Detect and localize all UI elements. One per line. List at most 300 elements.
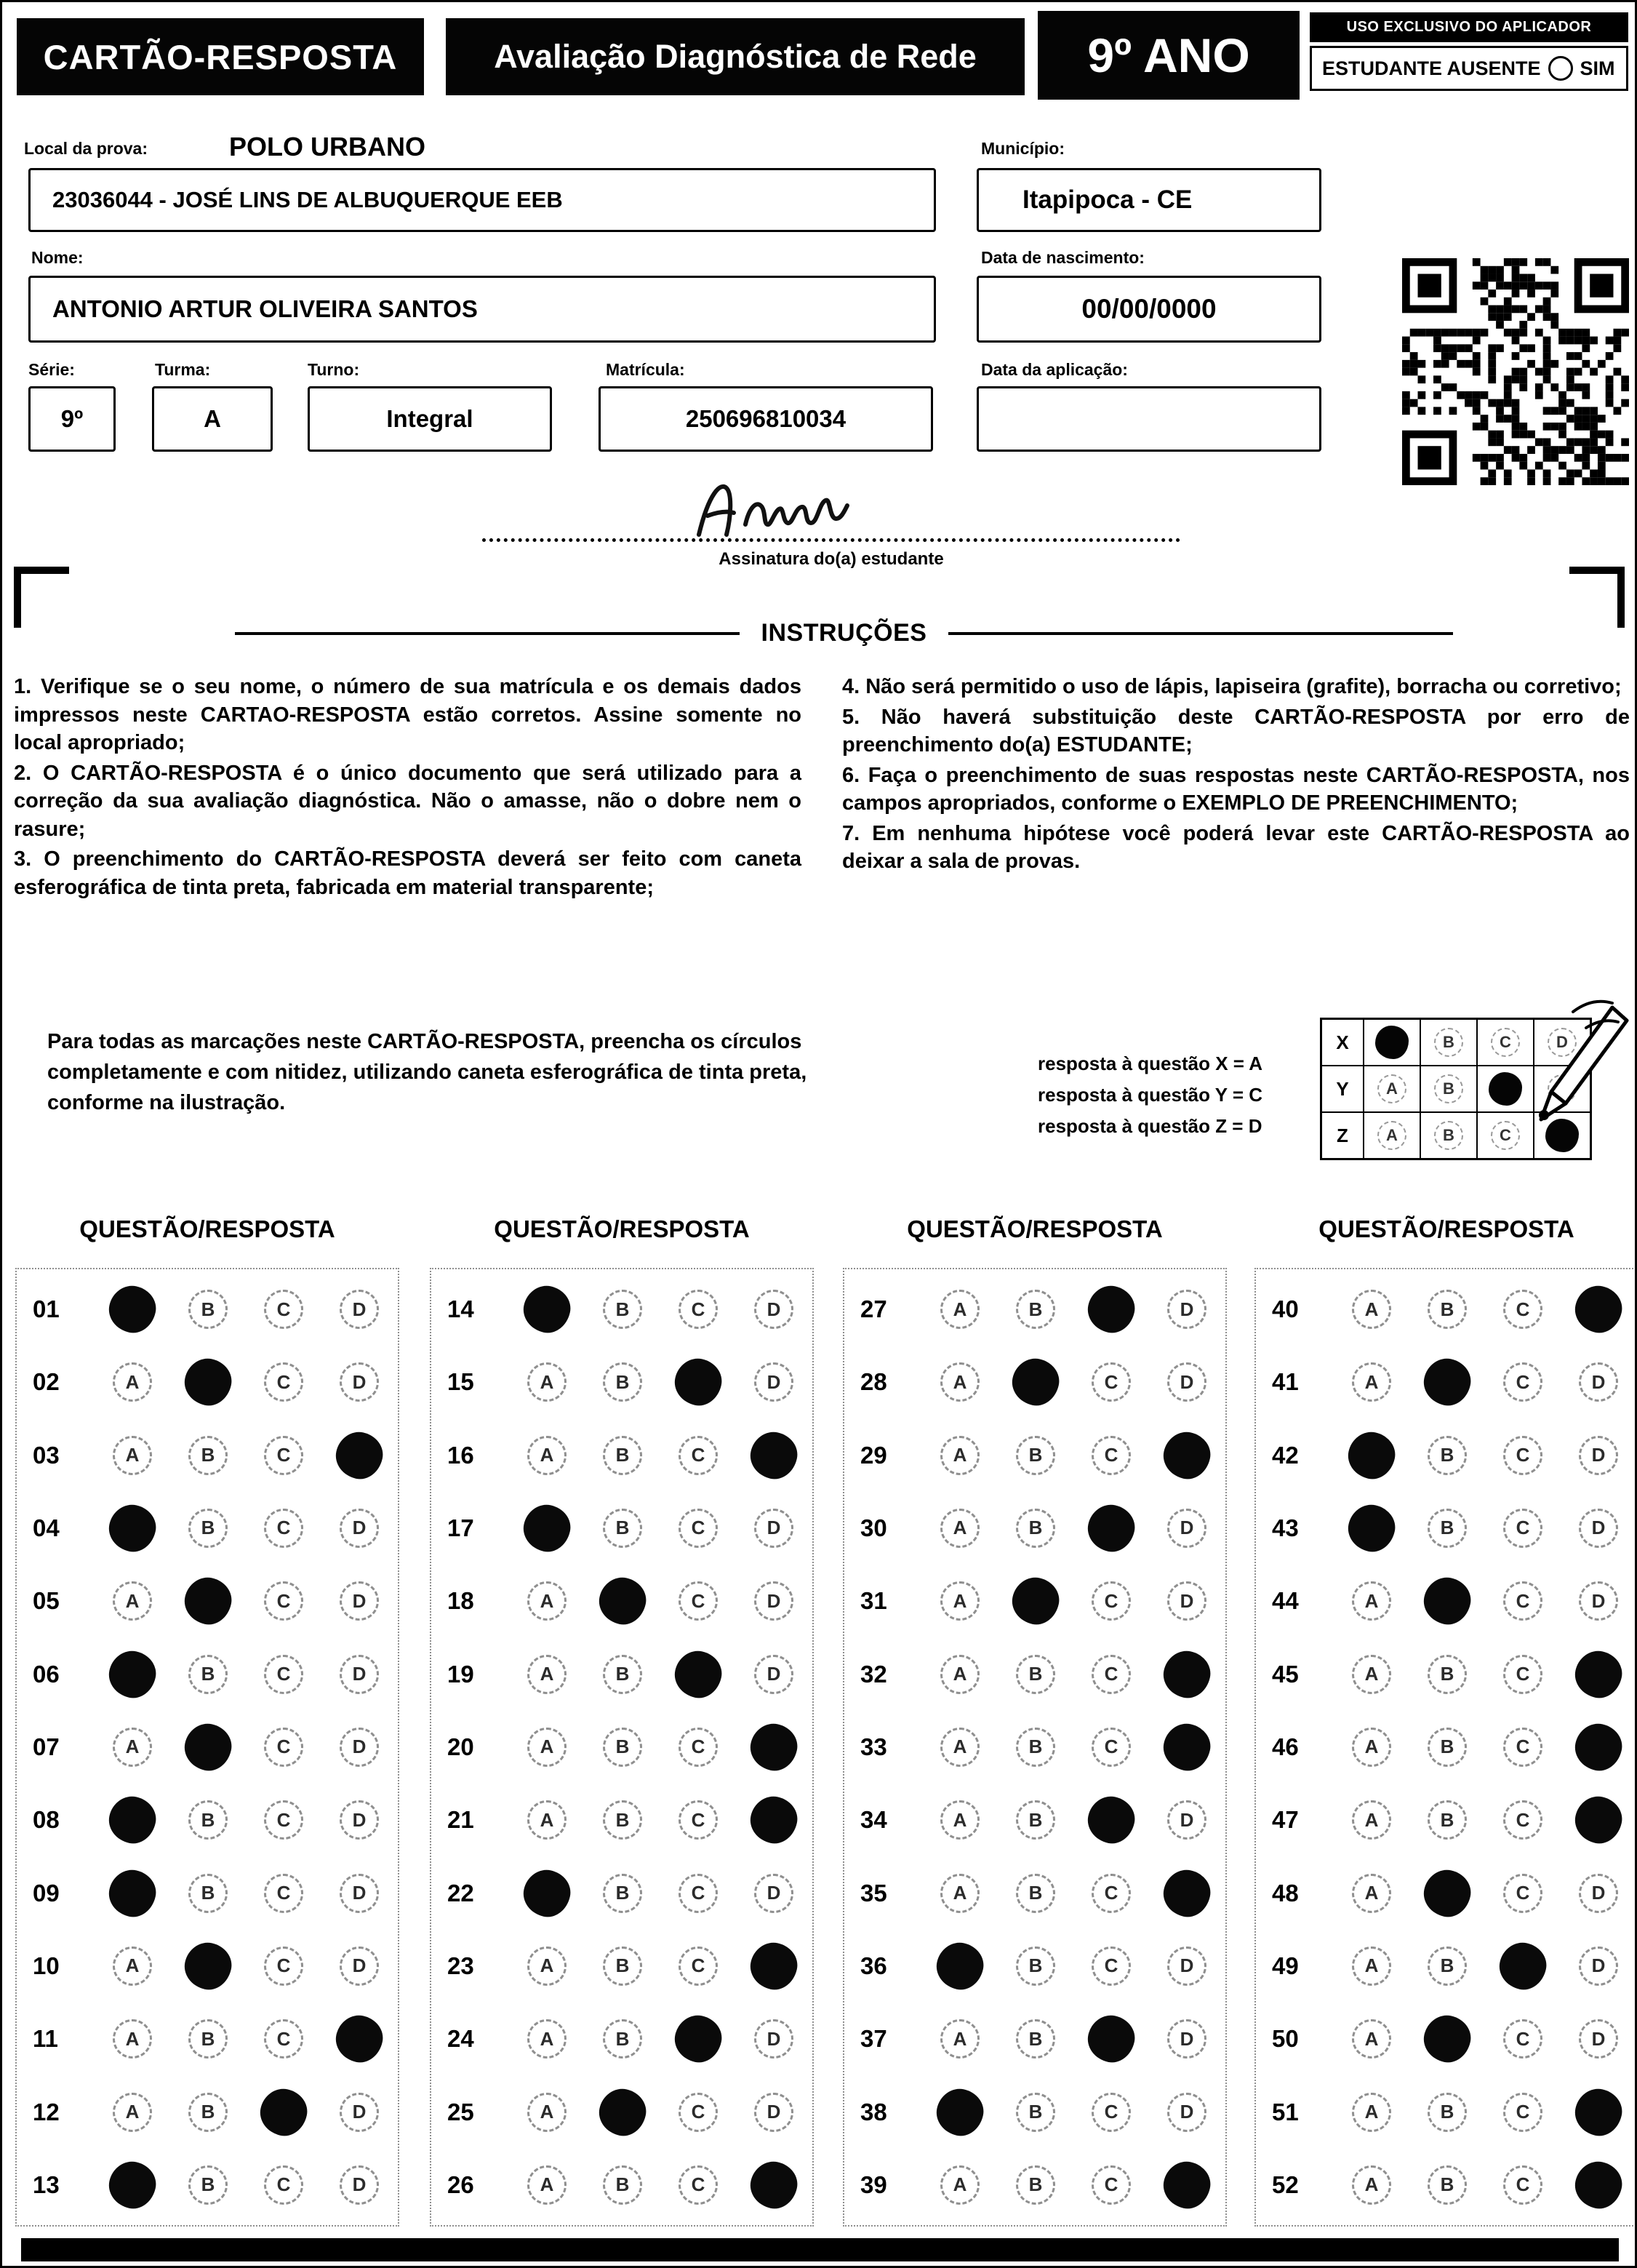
option-slot bbox=[1087, 1577, 1135, 1625]
answer-bubble-c-marked[interactable] bbox=[671, 1354, 726, 1410]
answer-bubble-c-marked[interactable] bbox=[1084, 1282, 1139, 1337]
answer-column-2 bbox=[430, 1215, 814, 2227]
option-slot bbox=[1348, 1432, 1396, 1480]
answer-bubble-a[interactable]: A bbox=[1352, 1874, 1391, 1913]
answer-bubble-b[interactable]: B bbox=[603, 1800, 642, 1840]
answer-bubble-d[interactable]: D bbox=[1579, 1581, 1618, 1621]
option-slot bbox=[1423, 2161, 1471, 2209]
answer-bubble-c[interactable]: C bbox=[1503, 1800, 1542, 1840]
answer-bubble-d[interactable]: D bbox=[1579, 2019, 1618, 2059]
answer-bubble-c[interactable]: C bbox=[1092, 2093, 1131, 2132]
answer-bubble-d-marked[interactable] bbox=[746, 1792, 801, 1848]
question-row-36 bbox=[856, 1942, 1214, 1990]
absent-option-label: SIM bbox=[1580, 57, 1615, 79]
option-slot bbox=[523, 1650, 571, 1698]
answer-bubble-d[interactable]: D bbox=[1579, 1509, 1618, 1548]
option-slot bbox=[674, 1942, 722, 1990]
answer-bubble-a[interactable]: A bbox=[940, 1290, 980, 1329]
question-number: 47 bbox=[1272, 1806, 1299, 1834]
answer-bubble-d[interactable]: D bbox=[1167, 1946, 1206, 1986]
question-number: 12 bbox=[33, 2098, 60, 2125]
question-row-49 bbox=[1268, 1942, 1625, 1990]
answer-bubble-d[interactable]: D bbox=[1167, 2019, 1206, 2059]
answer-bubble-b[interactable]: B bbox=[1016, 2165, 1055, 2205]
question-row-01 bbox=[28, 1285, 386, 1333]
answer-bubble-a-marked[interactable] bbox=[932, 1938, 988, 1994]
answer-bubble-a-marked[interactable] bbox=[105, 1282, 160, 1337]
answer-bubble-d[interactable]: D bbox=[754, 1290, 793, 1329]
answer-bubble-a[interactable]: A bbox=[940, 2165, 980, 2205]
corner-mark-left bbox=[14, 567, 69, 628]
answer-bubble-d[interactable]: D bbox=[1167, 1800, 1206, 1840]
answer-bubble-a[interactable]: A bbox=[940, 1509, 980, 1548]
answer-bubble-b[interactable]: B bbox=[188, 1290, 228, 1329]
option-slot bbox=[260, 2161, 308, 2209]
answer-bubble-d[interactable]: D bbox=[340, 1728, 379, 1767]
answer-bubble-b[interactable]: B bbox=[1016, 1290, 1055, 1329]
answer-bubble-b[interactable]: B bbox=[1428, 1290, 1467, 1329]
aplicador-panel bbox=[1310, 12, 1628, 91]
option-slot bbox=[1163, 1285, 1211, 1333]
option-slot bbox=[1012, 2015, 1060, 2063]
answer-bubble-c[interactable]: C bbox=[264, 2019, 303, 2059]
answer-bubble-d[interactable]: D bbox=[754, 1362, 793, 1402]
answer-bubble-c[interactable]: C bbox=[1503, 1874, 1542, 1913]
answer-bubble-c[interactable]: C bbox=[1503, 1436, 1542, 1475]
answer-bubble-b[interactable]: B bbox=[1016, 1728, 1055, 1767]
answer-bubble-a[interactable]: A bbox=[527, 2093, 567, 2132]
example-legend-line: resposta à questão X = A bbox=[1038, 1053, 1262, 1074]
answer-bubble-c-marked[interactable] bbox=[256, 2085, 311, 2140]
answer-bubble-c[interactable]: C bbox=[679, 1581, 718, 1621]
answer-bubble-a[interactable]: A bbox=[940, 1655, 980, 1694]
answer-bubble-a[interactable]: A bbox=[1352, 1290, 1391, 1329]
answer-bubble-c[interactable]: C bbox=[1503, 1581, 1542, 1621]
option-slot bbox=[674, 1650, 722, 1698]
question-number: 52 bbox=[1272, 2171, 1299, 2198]
option-slot bbox=[1423, 1723, 1471, 1771]
answer-bubble-a[interactable]: A bbox=[113, 1362, 152, 1402]
option-slot bbox=[1423, 2015, 1471, 2063]
answer-bubble-c[interactable]: C bbox=[1503, 2165, 1542, 2205]
answer-bubble-d[interactable]: D bbox=[1167, 1362, 1206, 1402]
answer-bubble-c[interactable]: C bbox=[679, 1800, 718, 1840]
instruction-item: 4. Não será permitido o uso de lápis, lapiseira (grafite), borracha ou corretivo; bbox=[842, 675, 1622, 698]
answer-bubble-c[interactable]: C bbox=[1092, 1946, 1131, 1986]
answer-bubble-d[interactable]: D bbox=[754, 1581, 793, 1621]
answer-bubble-a[interactable]: A bbox=[113, 2093, 152, 2132]
answer-bubble-a[interactable]: A bbox=[527, 2019, 567, 2059]
answer-bubble-d-marked[interactable] bbox=[1571, 1282, 1626, 1337]
answer-bubble-a[interactable]: A bbox=[1352, 1800, 1391, 1840]
answer-bubble-d-marked[interactable] bbox=[1159, 1866, 1214, 1921]
answer-bubble-d-marked[interactable] bbox=[746, 1720, 801, 1775]
answer-bubble-d-marked[interactable] bbox=[746, 2157, 801, 2213]
answer-bubble-a[interactable]: A bbox=[113, 1728, 152, 1767]
question-row-47 bbox=[1268, 1796, 1625, 1844]
answer-bubble-b[interactable]: B bbox=[1016, 1509, 1055, 1548]
option-slot bbox=[936, 1504, 984, 1552]
answer-bubble-a[interactable]: A bbox=[113, 1946, 152, 1986]
option-slot bbox=[1574, 1942, 1622, 1990]
answer-bubble-c-marked[interactable] bbox=[671, 2011, 726, 2067]
question-number: 07 bbox=[33, 1733, 60, 1760]
example-option-letter: D bbox=[1548, 1028, 1577, 1057]
answer-bubble-a[interactable]: A bbox=[527, 1946, 567, 1986]
answer-bubble-d[interactable]: D bbox=[1579, 1874, 1618, 1913]
answer-bubble-a[interactable]: A bbox=[940, 1728, 980, 1767]
answer-bubble-c[interactable]: C bbox=[1092, 1581, 1131, 1621]
answer-bubble-d[interactable]: D bbox=[340, 1655, 379, 1694]
option-slot bbox=[1087, 1285, 1135, 1333]
answer-bubble-c[interactable]: C bbox=[264, 1362, 303, 1402]
answer-bubble-a[interactable]: A bbox=[527, 1728, 567, 1767]
question-number: 43 bbox=[1272, 1514, 1299, 1541]
option-slot bbox=[750, 2161, 798, 2209]
answer-bubble-b[interactable]: B bbox=[188, 2165, 228, 2205]
answer-bubble-d-marked[interactable] bbox=[1159, 2157, 1214, 2213]
answer-bubble-b[interactable]: B bbox=[188, 1509, 228, 1548]
absent-label: ESTUDANTE AUSENTE bbox=[1322, 57, 1541, 79]
answer-bubble-a[interactable]: A bbox=[1352, 1946, 1391, 1986]
question-row-17 bbox=[443, 1504, 801, 1552]
option-slot bbox=[1012, 1577, 1060, 1625]
option-slot bbox=[1499, 1796, 1547, 1844]
answer-bubble-b[interactable]: B bbox=[603, 1655, 642, 1694]
answer-bubble-d-marked[interactable] bbox=[746, 1428, 801, 1483]
example-row-label: Z bbox=[1322, 1113, 1363, 1158]
option-slot bbox=[523, 1577, 571, 1625]
answer-bubble-d-marked[interactable] bbox=[332, 1428, 387, 1483]
answer-bubble-c[interactable]: C bbox=[1503, 2093, 1542, 2132]
option-slot bbox=[523, 2015, 571, 2063]
option-slot bbox=[1087, 2088, 1135, 2136]
answer-bubble-d-marked[interactable] bbox=[1571, 2157, 1626, 2213]
answer-bubble-d[interactable]: D bbox=[1167, 1290, 1206, 1329]
option-slot bbox=[108, 1577, 156, 1625]
answer-bubble-b[interactable]: B bbox=[1428, 1655, 1467, 1694]
answer-bubble-a-marked[interactable] bbox=[105, 1866, 160, 1921]
answer-bubble-c[interactable]: C bbox=[264, 2165, 303, 2205]
question-number: 23 bbox=[447, 1952, 474, 1979]
answer-bubble-a[interactable]: A bbox=[527, 1362, 567, 1402]
answer-bubble-d[interactable]: D bbox=[340, 1290, 379, 1329]
answer-bubble-b-marked[interactable] bbox=[180, 1573, 236, 1629]
answer-bubble-c-marked[interactable] bbox=[1084, 1501, 1139, 1556]
option-slot bbox=[750, 1650, 798, 1698]
option-slot bbox=[260, 1650, 308, 1698]
answer-bubble-c[interactable]: C bbox=[1092, 1655, 1131, 1694]
option-slot bbox=[1423, 1577, 1471, 1625]
option-slot bbox=[1423, 2088, 1471, 2136]
option-slot bbox=[108, 2015, 156, 2063]
answer-bubble-c-marked[interactable] bbox=[1084, 1792, 1139, 1848]
answer-bubble-d-marked[interactable] bbox=[1571, 2085, 1626, 2140]
answer-bubble-a[interactable]: A bbox=[1352, 2093, 1391, 2132]
answer-bubble-b-marked[interactable] bbox=[1420, 1354, 1475, 1410]
option-slot bbox=[1348, 1285, 1396, 1333]
answer-bubble-a[interactable]: A bbox=[527, 1800, 567, 1840]
absent-bubble[interactable] bbox=[1548, 56, 1573, 81]
answer-bubble-c[interactable]: C bbox=[1092, 1436, 1131, 1475]
answer-bubble-c[interactable]: C bbox=[1503, 1655, 1542, 1694]
answer-bubble-b[interactable]: B bbox=[1428, 1800, 1467, 1840]
answer-bubble-b[interactable]: B bbox=[603, 1290, 642, 1329]
answer-bubble-d-marked[interactable] bbox=[1159, 1428, 1214, 1483]
answer-bubble-b-marked[interactable] bbox=[1420, 1573, 1475, 1629]
answer-bubble-b[interactable]: B bbox=[188, 2019, 228, 2059]
answer-bubble-d-marked[interactable] bbox=[332, 2011, 387, 2067]
option-slot bbox=[1163, 2015, 1211, 2063]
answer-bubble-c[interactable]: C bbox=[1092, 2165, 1131, 2205]
option-slot bbox=[1574, 1650, 1622, 1698]
answer-bubble-c[interactable]: C bbox=[264, 1290, 303, 1329]
answer-bubble-b[interactable]: B bbox=[603, 1946, 642, 1986]
answer-bubble-b-marked[interactable] bbox=[1420, 1866, 1475, 1921]
answer-bubble-a[interactable]: A bbox=[940, 1362, 980, 1402]
answer-bubble-c[interactable]: C bbox=[1503, 1290, 1542, 1329]
answer-bubble-c[interactable]: C bbox=[679, 1874, 718, 1913]
answer-bubble-c[interactable]: C bbox=[679, 1436, 718, 1475]
option-slot bbox=[523, 2088, 571, 2136]
answer-bubble-c[interactable]: C bbox=[679, 2165, 718, 2205]
example-option-letter: B bbox=[1434, 1074, 1463, 1103]
answer-bubble-a-marked[interactable] bbox=[1344, 1501, 1399, 1556]
answer-bubble-a[interactable]: A bbox=[940, 1581, 980, 1621]
answer-bubble-c[interactable]: C bbox=[264, 1509, 303, 1548]
answer-bubble-b[interactable]: B bbox=[1428, 2165, 1467, 2205]
answer-bubble-c[interactable]: C bbox=[679, 1290, 718, 1329]
column-header: QUESTÃO/RESPOSTA bbox=[907, 1215, 1163, 1242]
question-number: 45 bbox=[1272, 1660, 1299, 1688]
answer-bubble-b-marked[interactable] bbox=[180, 1938, 236, 1994]
answer-bubble-a[interactable]: A bbox=[1352, 1728, 1391, 1767]
answer-bubble-a-marked[interactable] bbox=[105, 1647, 160, 1702]
answer-bubble-a[interactable]: A bbox=[940, 1436, 980, 1475]
answer-bubble-b-marked[interactable] bbox=[1420, 2011, 1475, 2067]
answer-bubble-b-marked[interactable] bbox=[1008, 1573, 1063, 1629]
local-label: Local da prova: bbox=[24, 139, 148, 158]
answer-bubble-d[interactable]: D bbox=[1579, 1436, 1618, 1475]
answer-bubble-c[interactable]: C bbox=[1092, 1874, 1131, 1913]
answer-bubble-c[interactable]: C bbox=[264, 1946, 303, 1986]
answer-bubble-a[interactable]: A bbox=[1352, 2165, 1391, 2205]
answer-bubble-d-marked[interactable] bbox=[1571, 1792, 1626, 1848]
answer-bubble-b[interactable]: B bbox=[1428, 1946, 1467, 1986]
answer-bubble-a-marked[interactable] bbox=[105, 1501, 160, 1556]
answer-bubble-a[interactable]: A bbox=[113, 1581, 152, 1621]
answer-bubble-b[interactable]: B bbox=[188, 1655, 228, 1694]
answer-bubble-d-marked[interactable] bbox=[1571, 1647, 1626, 1702]
answer-bubble-a-marked[interactable] bbox=[519, 1282, 575, 1337]
answer-bubble-b[interactable]: B bbox=[1016, 1655, 1055, 1694]
answer-bubble-d[interactable]: D bbox=[1167, 1581, 1206, 1621]
question-row-52 bbox=[1268, 2161, 1625, 2209]
answer-bubble-a[interactable]: A bbox=[1352, 1655, 1391, 1694]
answer-bubble-b[interactable]: B bbox=[603, 2165, 642, 2205]
answer-bubble-c[interactable]: C bbox=[264, 1655, 303, 1694]
answer-bubble-a-marked[interactable] bbox=[519, 1866, 575, 1921]
question-row-18 bbox=[443, 1577, 801, 1625]
answer-bubble-b[interactable]: B bbox=[1016, 2093, 1055, 2132]
answer-bubble-b[interactable]: B bbox=[603, 1509, 642, 1548]
answer-bubble-a[interactable]: A bbox=[527, 1436, 567, 1475]
answer-bubble-d[interactable]: D bbox=[1579, 1362, 1618, 1402]
answer-bubble-a-marked[interactable] bbox=[105, 1792, 160, 1848]
answer-bubble-d[interactable]: D bbox=[754, 2019, 793, 2059]
answer-bubble-b[interactable]: B bbox=[1016, 1874, 1055, 1913]
option-slot bbox=[1348, 2088, 1396, 2136]
answer-bubble-d[interactable]: D bbox=[340, 2093, 379, 2132]
answer-bubble-c[interactable]: C bbox=[679, 2093, 718, 2132]
question-row-13 bbox=[28, 2161, 386, 2209]
example-option-a bbox=[1364, 1020, 1420, 1065]
question-number: 46 bbox=[1272, 1733, 1299, 1760]
answer-bubble-d[interactable]: D bbox=[340, 1800, 379, 1840]
example-option-a bbox=[1364, 1113, 1420, 1158]
answer-bubble-d[interactable]: D bbox=[340, 1874, 379, 1913]
option-slot bbox=[523, 1869, 571, 1917]
answer-bubble-b-marked[interactable] bbox=[595, 2085, 650, 2140]
option-slot bbox=[674, 2015, 722, 2063]
option-slot bbox=[1348, 1504, 1396, 1552]
answer-bubble-c[interactable]: C bbox=[1092, 1362, 1131, 1402]
answer-bubble-c[interactable]: C bbox=[1503, 2019, 1542, 2059]
nascimento-field: 00/00/0000 bbox=[977, 276, 1321, 343]
answer-bubble-d-marked[interactable] bbox=[746, 1938, 801, 1994]
answer-bubble-a[interactable]: A bbox=[1352, 2019, 1391, 2059]
option-slot bbox=[335, 2015, 383, 2063]
option-slot bbox=[1499, 1869, 1547, 1917]
answer-bubble-c[interactable]: C bbox=[1503, 1728, 1542, 1767]
option-slot bbox=[936, 1796, 984, 1844]
answer-bubble-b[interactable]: B bbox=[1016, 1436, 1055, 1475]
answer-bubble-d[interactable]: D bbox=[754, 2093, 793, 2132]
qr-code bbox=[1397, 258, 1634, 485]
option-slot bbox=[1499, 1358, 1547, 1406]
option-slot bbox=[1012, 1432, 1060, 1480]
option-slot bbox=[184, 1723, 232, 1771]
answer-bubble-c[interactable]: C bbox=[1503, 1362, 1542, 1402]
question-number: 27 bbox=[860, 1295, 887, 1322]
question-number: 24 bbox=[447, 2025, 474, 2053]
option-slot bbox=[108, 1358, 156, 1406]
answer-bubble-d[interactable]: D bbox=[754, 1874, 793, 1913]
answer-bubble-b[interactable]: B bbox=[1016, 2019, 1055, 2059]
answer-bubble-a[interactable]: A bbox=[940, 2019, 980, 2059]
answer-bubble-b[interactable]: B bbox=[603, 1362, 642, 1402]
answer-bubble-b[interactable]: B bbox=[603, 2019, 642, 2059]
option-slot bbox=[1012, 1504, 1060, 1552]
answer-bubble-d[interactable]: D bbox=[340, 1509, 379, 1548]
option-slot bbox=[750, 1432, 798, 1480]
answer-bubble-d[interactable]: D bbox=[340, 1362, 379, 1402]
answer-bubble-d[interactable]: D bbox=[1167, 2093, 1206, 2132]
answer-bubble-a[interactable]: A bbox=[113, 2019, 152, 2059]
answer-bubble-b[interactable]: B bbox=[1016, 1800, 1055, 1840]
answer-bubble-b[interactable]: B bbox=[188, 1800, 228, 1840]
answer-bubble-d-marked[interactable] bbox=[1159, 1647, 1214, 1702]
answer-bubble-c[interactable]: C bbox=[679, 1728, 718, 1767]
answer-bubble-a[interactable]: A bbox=[940, 1800, 980, 1840]
answer-bubble-b-marked[interactable] bbox=[180, 1354, 236, 1410]
answer-bubble-b[interactable]: B bbox=[603, 1436, 642, 1475]
answer-bubble-a[interactable]: A bbox=[527, 2165, 567, 2205]
answer-column-4 bbox=[1254, 1215, 1637, 2227]
question-number: 01 bbox=[33, 1295, 60, 1322]
option-slot bbox=[750, 1285, 798, 1333]
answer-bubble-b[interactable]: B bbox=[603, 1874, 642, 1913]
answer-bubble-c[interactable]: C bbox=[264, 1581, 303, 1621]
option-slot bbox=[335, 1358, 383, 1406]
answer-bubble-d-marked[interactable] bbox=[1571, 1720, 1626, 1775]
question-number: 15 bbox=[447, 1368, 474, 1396]
answer-bubble-a[interactable]: A bbox=[527, 1655, 567, 1694]
option-slot bbox=[1012, 1796, 1060, 1844]
answer-bubble-a[interactable]: A bbox=[1352, 1362, 1391, 1402]
answer-bubble-c[interactable]: C bbox=[264, 1800, 303, 1840]
answer-bubble-c[interactable]: C bbox=[679, 1509, 718, 1548]
answer-bubble-c[interactable]: C bbox=[264, 1436, 303, 1475]
option-slot bbox=[523, 2161, 571, 2209]
answer-bubble-d[interactable]: D bbox=[340, 1581, 379, 1621]
answer-bubble-a[interactable]: A bbox=[527, 1581, 567, 1621]
answer-bubble-d[interactable]: D bbox=[340, 1946, 379, 1986]
answer-bubble-a[interactable]: A bbox=[113, 1436, 152, 1475]
instructions-body bbox=[14, 673, 1630, 904]
answer-bubble-a-marked[interactable] bbox=[932, 2085, 988, 2140]
option-slot bbox=[1423, 1869, 1471, 1917]
answer-bubble-c-marked[interactable] bbox=[671, 1647, 726, 1702]
answer-bubble-b-marked[interactable] bbox=[1008, 1354, 1063, 1410]
answer-bubble-b-marked[interactable] bbox=[180, 1720, 236, 1775]
answer-bubble-c[interactable]: C bbox=[679, 1946, 718, 1986]
answer-bubble-d[interactable]: D bbox=[754, 1509, 793, 1548]
option-slot bbox=[1574, 2161, 1622, 2209]
answer-bubble-c[interactable]: C bbox=[1092, 1728, 1131, 1767]
answer-bubble-b[interactable]: B bbox=[1016, 1946, 1055, 1986]
answer-bubble-a-marked[interactable] bbox=[1344, 1428, 1399, 1483]
answer-bubble-b[interactable]: B bbox=[1428, 1728, 1467, 1767]
answer-bubble-b[interactable]: B bbox=[188, 1436, 228, 1475]
column-header: QUESTÃO/RESPOSTA bbox=[79, 1215, 335, 1242]
answer-bubble-a[interactable]: A bbox=[1352, 1581, 1391, 1621]
answer-bubble-c-marked[interactable] bbox=[1084, 2011, 1139, 2067]
answer-bubble-a-marked[interactable] bbox=[519, 1501, 575, 1556]
answer-bubble-b[interactable]: B bbox=[1428, 1436, 1467, 1475]
answer-bubble-b-marked[interactable] bbox=[595, 1573, 650, 1629]
answer-bubble-d-marked[interactable] bbox=[1159, 1720, 1214, 1775]
option-slot bbox=[936, 1285, 984, 1333]
answer-bubble-a[interactable]: A bbox=[940, 1874, 980, 1913]
answer-bubble-c[interactable]: C bbox=[1503, 1509, 1542, 1548]
answer-bubble-c[interactable]: C bbox=[264, 1874, 303, 1913]
answer-bubble-d[interactable]: D bbox=[754, 1655, 793, 1694]
answer-bubble-b[interactable]: B bbox=[603, 1728, 642, 1767]
answer-bubble-c[interactable]: C bbox=[264, 1728, 303, 1767]
answer-bubble-d[interactable]: D bbox=[1167, 1509, 1206, 1548]
option-slot bbox=[599, 1577, 647, 1625]
answer-bubble-b[interactable]: B bbox=[188, 2093, 228, 2132]
answer-bubble-d[interactable]: D bbox=[1579, 1946, 1618, 1986]
answer-bubble-c-marked[interactable] bbox=[1495, 1938, 1550, 1994]
answer-bubble-b[interactable]: B bbox=[188, 1874, 228, 1913]
answer-bubble-b[interactable]: B bbox=[1428, 2093, 1467, 2132]
option-slot bbox=[599, 1869, 647, 1917]
answer-bubble-b[interactable]: B bbox=[1428, 1509, 1467, 1548]
answer-bubble-a-marked[interactable] bbox=[105, 2157, 160, 2213]
answer-bubble-d[interactable]: D bbox=[340, 2165, 379, 2205]
